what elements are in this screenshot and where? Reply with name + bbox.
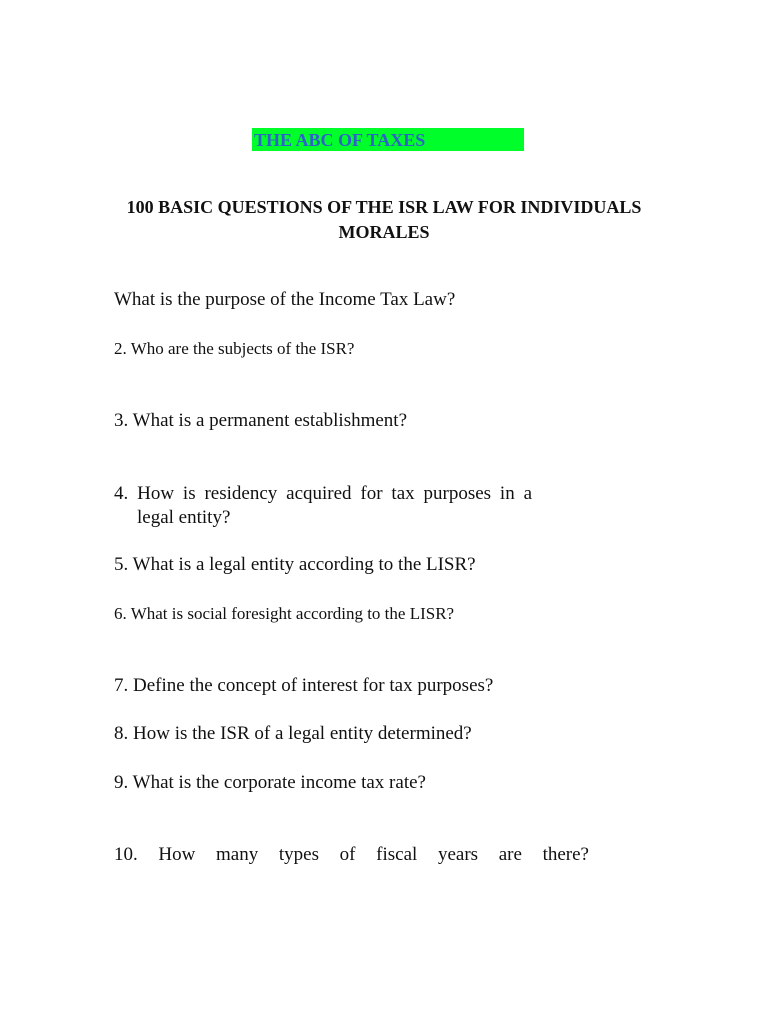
question-4-line-1 xyxy=(114,482,532,506)
question-4-word: in xyxy=(499,483,515,504)
question-4-word: 4. xyxy=(114,483,129,504)
question-4-line-2: legal entity? xyxy=(137,507,231,528)
question-4-word: for xyxy=(360,483,383,504)
question-10-word: 10. xyxy=(114,844,138,865)
question-4-word: tax xyxy=(391,483,415,504)
question-4-word: purposes xyxy=(423,483,492,504)
question-4-word: a xyxy=(523,483,532,504)
question-2: 2. Who are the subjects of the ISR? xyxy=(114,339,355,358)
question-4-word: How xyxy=(137,483,175,504)
question-10-word: types xyxy=(278,844,319,865)
question-10-word: there? xyxy=(542,844,589,865)
question-10-word: years xyxy=(437,844,479,865)
question-6: 6. What is social foresight according to the LISR? xyxy=(114,604,455,623)
subtitle-line-1: 100 BASIC QUESTIONS OF THE ISR LAW FOR INDIVIDUALS xyxy=(126,197,642,217)
question-9: 9. What is the corporate income tax rate? xyxy=(114,772,426,793)
question-4-word: residency xyxy=(204,483,278,504)
question-8: 8. How is the ISR of a legal entity determined? xyxy=(114,723,472,744)
question-10-word: of xyxy=(339,844,356,865)
question-10-word: How xyxy=(158,844,196,865)
question-4-word: acquired xyxy=(286,483,352,504)
question-7: 7. Define the concept of interest for tax purposes? xyxy=(114,675,494,696)
question-10-word: are xyxy=(498,844,522,865)
document-title: THE ABC OF TAXES xyxy=(254,130,426,150)
question-4-word: is xyxy=(182,483,196,504)
question-10-word: many xyxy=(216,844,259,865)
question-10-word: fiscal xyxy=(376,844,418,865)
question-3: 3. What is a permanent establishment? xyxy=(114,410,408,431)
question-1: What is the purpose of the Income Tax Law? xyxy=(114,289,456,310)
question-5: 5. What is a legal entity according to the LISR? xyxy=(114,554,476,575)
subtitle-line-2: MORALES xyxy=(338,222,430,242)
question-10 xyxy=(114,843,589,867)
